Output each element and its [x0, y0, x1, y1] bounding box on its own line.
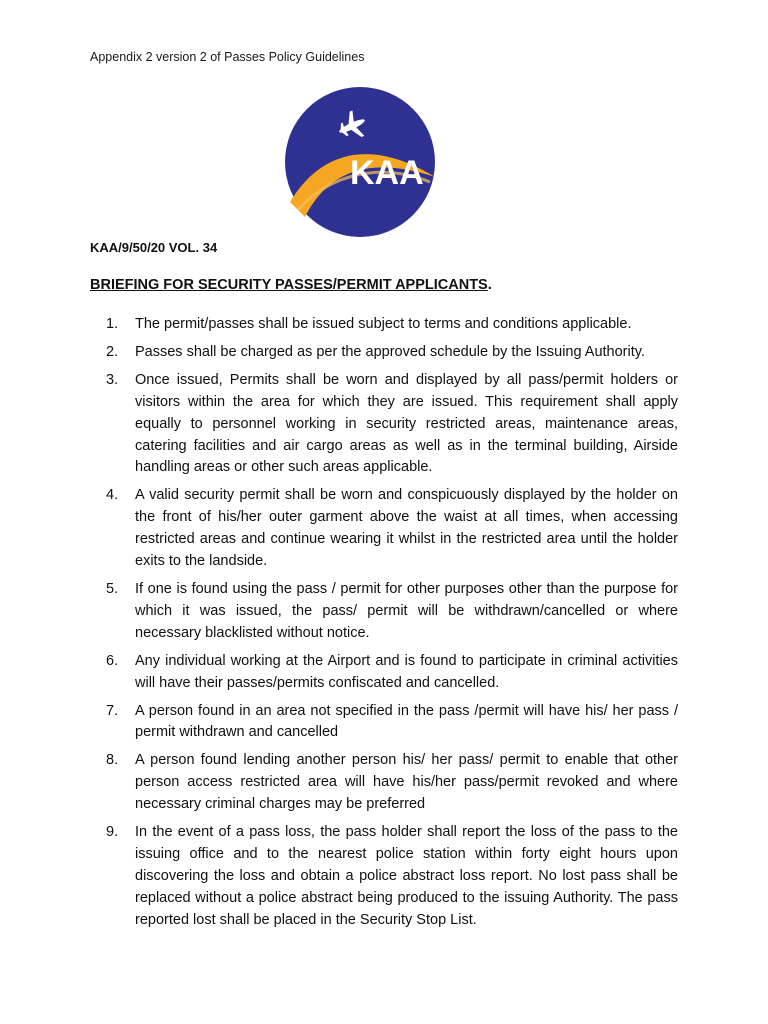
list-item [90, 485, 678, 573]
list-item [90, 651, 678, 695]
kaa-logo [280, 82, 440, 242]
item-number: 5. [106, 580, 119, 597]
item-number: 1. [106, 316, 119, 332]
item-text: If one is found using the pass / permit for other purposes other than the purpose for which it was issued, the pass/ permit will be withdrawn/cancelled or where necessary blacklisted without notice. [135, 580, 678, 641]
item-text: A person found in an area not specified in the pass /permit will have his/ her pass / permit withdrawn and cancelled [135, 702, 678, 741]
item-text: The permit/passes shall be issued subject to terms and conditions applicable. [135, 316, 632, 332]
item-number: 3. [106, 371, 119, 388]
list-item [90, 579, 678, 645]
page-title [90, 277, 492, 293]
item-number: 9. [106, 824, 119, 841]
list-item [90, 750, 678, 816]
title-suffix: . [487, 277, 492, 293]
list-item [90, 822, 678, 932]
list-item [90, 370, 678, 480]
item-text: Any individual working at the Airport and is found to participate in criminal activities will have their passes/permits confiscated and cancelled. [135, 652, 678, 691]
item-number: 8. [106, 752, 119, 769]
briefing-list [90, 314, 678, 938]
list-item [90, 701, 678, 745]
item-number: 4. [106, 487, 119, 504]
item-number: 6. [106, 652, 119, 669]
title-text: BRIEFING FOR SECURITY PASSES/PERMIT APPLICANTS [90, 277, 488, 293]
list-item [90, 314, 678, 336]
document-header: Appendix 2 version 2 of Passes Policy Guidelines [90, 50, 365, 64]
item-text: A person found lending another person his/ her pass/ permit to enable that other person access restricted area will have his/her pass/permit revoked and where necessary criminal charges may be preferred [135, 752, 678, 813]
item-text: A valid security permit shall be worn and conspicuously displayed by the holder on the front of his/her outer garment above the waist at all times, when accessing restricted areas and continue wearing it whilst in the restricted area until the holder exits to the landside. [135, 487, 678, 570]
reference-number: KAA/9/50/20 VOL. 34 [90, 240, 218, 255]
item-text: Once issued, Permits shall be worn and displayed by all pass/permit holders or visitors within the area for which they are issued. This requirement shall apply equally to personnel working in security restricted areas, maintenance areas, catering facilities and air cargo areas as well as in the terminal building, Airside handling areas or other such areas applicable. [135, 371, 678, 476]
list-item [90, 342, 678, 364]
item-number: 2. [106, 343, 119, 360]
item-text: Passes shall be charged as per the approved schedule by the Issuing Authority. [135, 343, 645, 360]
logo-text: KAA [350, 154, 424, 192]
item-number: 7. [106, 702, 119, 719]
item-text: In the event of a pass loss, the pass holder shall report the loss of the pass to the issuing office and to the nearest police station within forty eight hours upon discovering the loss and obtain a police abstract loss report. No lost pass shall be replaced without a police abstract being produced to the issuing Authority. The pass reported lost shall be placed in the Security Stop List. [135, 824, 678, 928]
